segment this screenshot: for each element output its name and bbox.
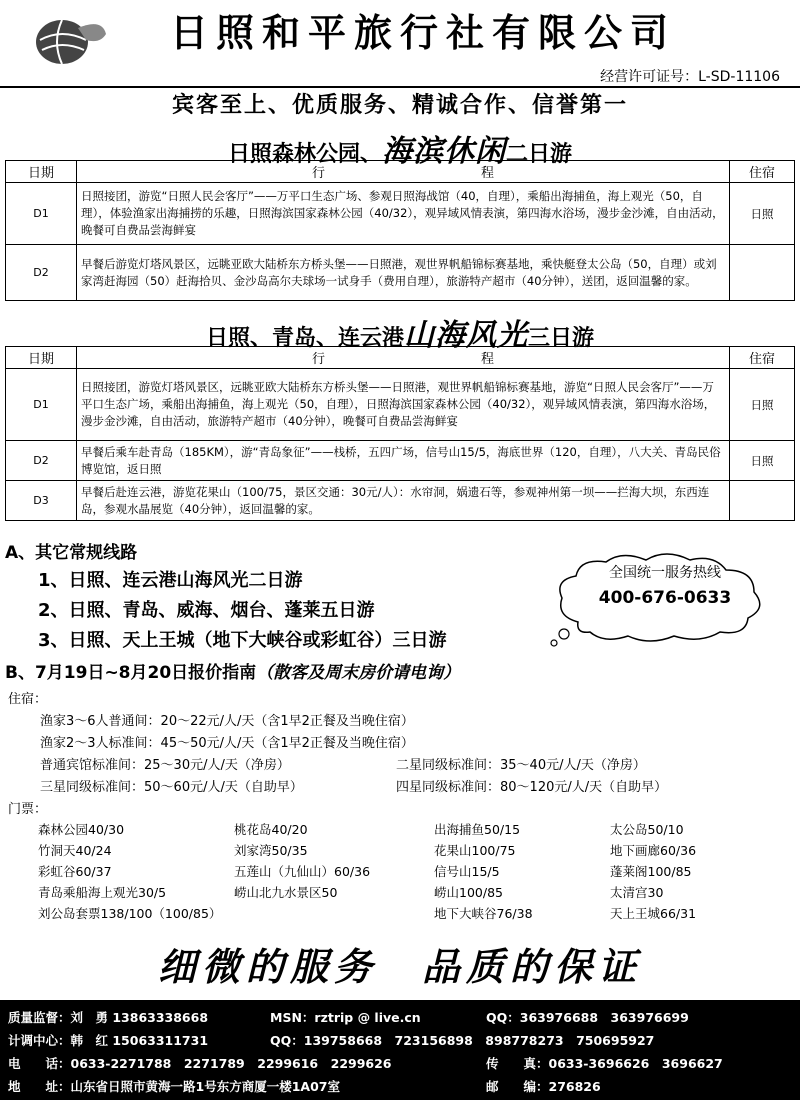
fax-numbers: 传 真：0633-3696626 3696627	[486, 1056, 723, 1071]
lodging-item: 三星同级标准间：50～60元/人/天（自助早）	[40, 780, 303, 795]
company-name: 日照和平旅行社有限公司	[170, 10, 677, 55]
day-stay: 日照	[730, 369, 795, 441]
day-description: 早餐后游览灯塔风景区，远眺亚欧大陆桥东方桥头堡——日照港，观世界帆船锦标赛基地，乘快艇登太公岛（50，自理）或刘家湾赶海园（50）赶海拾贝、金沙岛高尔夫球场一试身手（费用自理），旅游特产超市（40分钟），送团，返回温馨的家。	[77, 245, 730, 301]
table-row	[6, 369, 795, 441]
tour1-title-a: 日照森林公园、	[227, 142, 382, 167]
route-item: 1、日照、连云港山海风光二日游	[38, 570, 303, 591]
tour1-itinerary-table	[5, 160, 795, 301]
ticket-price-item: 崂山北九水景区50	[234, 885, 338, 900]
ticket-price-item: 彩虹谷60/37	[38, 864, 112, 879]
ticket-price-item: 出海捕鱼50/15	[434, 822, 521, 837]
qq-numbers: QQ：139758668 723156898 898778273 750695927	[270, 1033, 655, 1048]
hotline-label: 全国统一服务热线	[609, 565, 721, 581]
ticket-price-item: 信号山15/5	[434, 864, 500, 879]
col-date: 日期	[6, 161, 77, 183]
price-guide-heading	[5, 658, 460, 683]
ticket-price-item: 刘家湾50/35	[234, 843, 308, 858]
msn-contact: MSN：rztrip @ live.cn	[270, 1010, 421, 1025]
day-label: D2	[6, 441, 77, 481]
table-row	[6, 481, 795, 521]
table-header-row	[6, 161, 795, 183]
lodging-item: 渔家3～6人普通间：20～22元/人/天（含1早2正餐及当晚住宿）	[40, 714, 414, 729]
route-item: 3、日照、天上王城（地下大峡谷或彩虹谷）三日游	[38, 630, 447, 651]
col-date: 日期	[6, 347, 77, 369]
ticket-price-item: 青岛乘船海上观光30/5	[38, 885, 167, 900]
hotline-box	[575, 562, 755, 608]
day-description: 早餐后乘车赴青岛（185KM），游“青岛象征”——栈桥，五四广场，信号山15/5，海底世界（120，自理），八大关、青岛民俗博览馆，返日照	[77, 441, 730, 481]
table-row	[6, 245, 795, 301]
company-logo-globe-icon	[30, 10, 110, 70]
ticket-price-item: 五莲山（九仙山）60/36	[234, 864, 371, 879]
lodging-item: 二星同级标准间：35～40元/人/天（净房）	[396, 758, 646, 773]
slogan: 宾客至上、优质服务、精诚合作、信誉第一	[171, 93, 628, 118]
lodging-item: 普通宾馆标准间：25～30元/人/天（净房）	[40, 758, 290, 773]
day-stay	[730, 481, 795, 521]
tour2-title-c: 三日游	[528, 326, 595, 351]
ticket-price-item: 太清宫30	[610, 885, 664, 900]
col-stay: 住宿	[730, 161, 795, 183]
day-stay: 日照	[730, 183, 795, 245]
tour1-title-c: 二日游	[506, 142, 573, 167]
table-header-row	[6, 347, 795, 369]
col-stay: 住宿	[730, 347, 795, 369]
tour2-title-a: 日照、青岛、连云港	[205, 326, 404, 351]
tour2-title-b: 山海风光	[404, 318, 528, 353]
lodging-item: 渔家2～3人标准间：45～50元/人/天（含1早2正餐及当晚住宿）	[40, 736, 414, 751]
ticket-price-item: 花果山100/75	[434, 843, 516, 858]
tickets-label: 门票：	[8, 802, 48, 817]
quality-supervision: 质量监督：刘 勇 13863338668	[8, 1010, 209, 1025]
lodging-label: 住宿：	[8, 692, 48, 707]
ticket-price-item: 蓬莱阁100/85	[610, 864, 692, 879]
table-row	[6, 441, 795, 481]
other-routes-heading: A、其它常规线路	[5, 543, 138, 563]
ticket-price-item: 天上王城66/31	[610, 906, 697, 921]
col-itinerary: 行 程	[77, 161, 730, 183]
ticket-price-item: 地下大峡谷76/38	[434, 906, 533, 921]
phone-numbers: 电 话：0633-2271788 2271789 2299616 2299626	[8, 1056, 392, 1071]
tour2-itinerary-table	[5, 346, 795, 521]
day-description: 日照接团，游览灯塔风景区，远眺亚欧大陆桥东方桥头堡——日照港，观世界帆船锦标赛基地，游览“日照人民会客厅”——万平口生态广场，乘船出海捕鱼，海上观光（50，自理），日照海滨国家森林公园（40/32），观异域风情表演，第四海水浴场，漫步金沙滩，自由活动，旅游特产超市（40分钟），晚餐可自费品尝海鲜宴	[77, 369, 730, 441]
col-itinerary: 行 程	[77, 347, 730, 369]
ticket-price-item: 桃花岛40/20	[234, 822, 308, 837]
ticket-price-item: 崂山100/85	[434, 885, 503, 900]
motto: 细微的服务 品质的保证	[157, 944, 642, 989]
qq-contact: QQ：363976688 363976699	[486, 1010, 689, 1025]
day-label: D3	[6, 481, 77, 521]
ticket-price-item: 刘公岛套票138/100（100/85）	[38, 906, 222, 921]
planning-center: 计调中心：韩 红 15063311731	[8, 1033, 209, 1048]
ticket-price-item: 地下画廊60/36	[610, 843, 697, 858]
ticket-price-item: 竹洞天40/24	[38, 843, 112, 858]
tour1-title-b: 海滨休闲	[382, 134, 506, 169]
price-guide-title: B、7月19日~8月20日报价指南	[5, 663, 257, 683]
day-stay: 日照	[730, 441, 795, 481]
address: 地 址：山东省日照市黄海一路1号东方商厦一楼1A07室	[8, 1079, 340, 1094]
day-description: 日照接团，游览“日照人民会客厅”——万平口生态广场、参观日照海战馆（40，自理），乘船出海捕鱼，海上观光（50，自理），体验渔家出海捕捞的乐趣，日照海滨国家森林公园（40/32），观异域风情表演，第四海水浴场，漫步金沙滩，自由活动，晚餐可自费品尝海鲜宴	[77, 183, 730, 245]
ticket-price-item: 森林公园40/30	[38, 822, 125, 837]
day-label: D2	[6, 245, 77, 301]
hotline-number: 400-676-0633	[598, 588, 732, 608]
day-description: 早餐后赴连云港，游览花果山（100/75，景区交通：30元/人）：水帘洞，娲遗石等，参观神州第一坝——拦海大坝，东西连岛，参观水晶展览（40分钟），返回温馨的家。	[77, 481, 730, 521]
lodging-item: 四星同级标准间：80～120元/人/天（自助早）	[396, 780, 668, 795]
route-item: 2、日照、青岛、威海、烟台、蓬莱五日游	[38, 600, 375, 621]
price-guide-note: （散客及周末房价请电询）	[256, 663, 461, 683]
table-row	[6, 183, 795, 245]
contact-footer	[0, 1000, 800, 1100]
day-label: D1	[6, 183, 77, 245]
day-stay	[730, 245, 795, 301]
postal-code: 邮 编：276826	[486, 1079, 601, 1094]
license-number: 经营许可证号：L-SD-11106	[600, 69, 780, 85]
day-label: D1	[6, 369, 77, 441]
ticket-price-item: 太公岛50/10	[610, 822, 684, 837]
